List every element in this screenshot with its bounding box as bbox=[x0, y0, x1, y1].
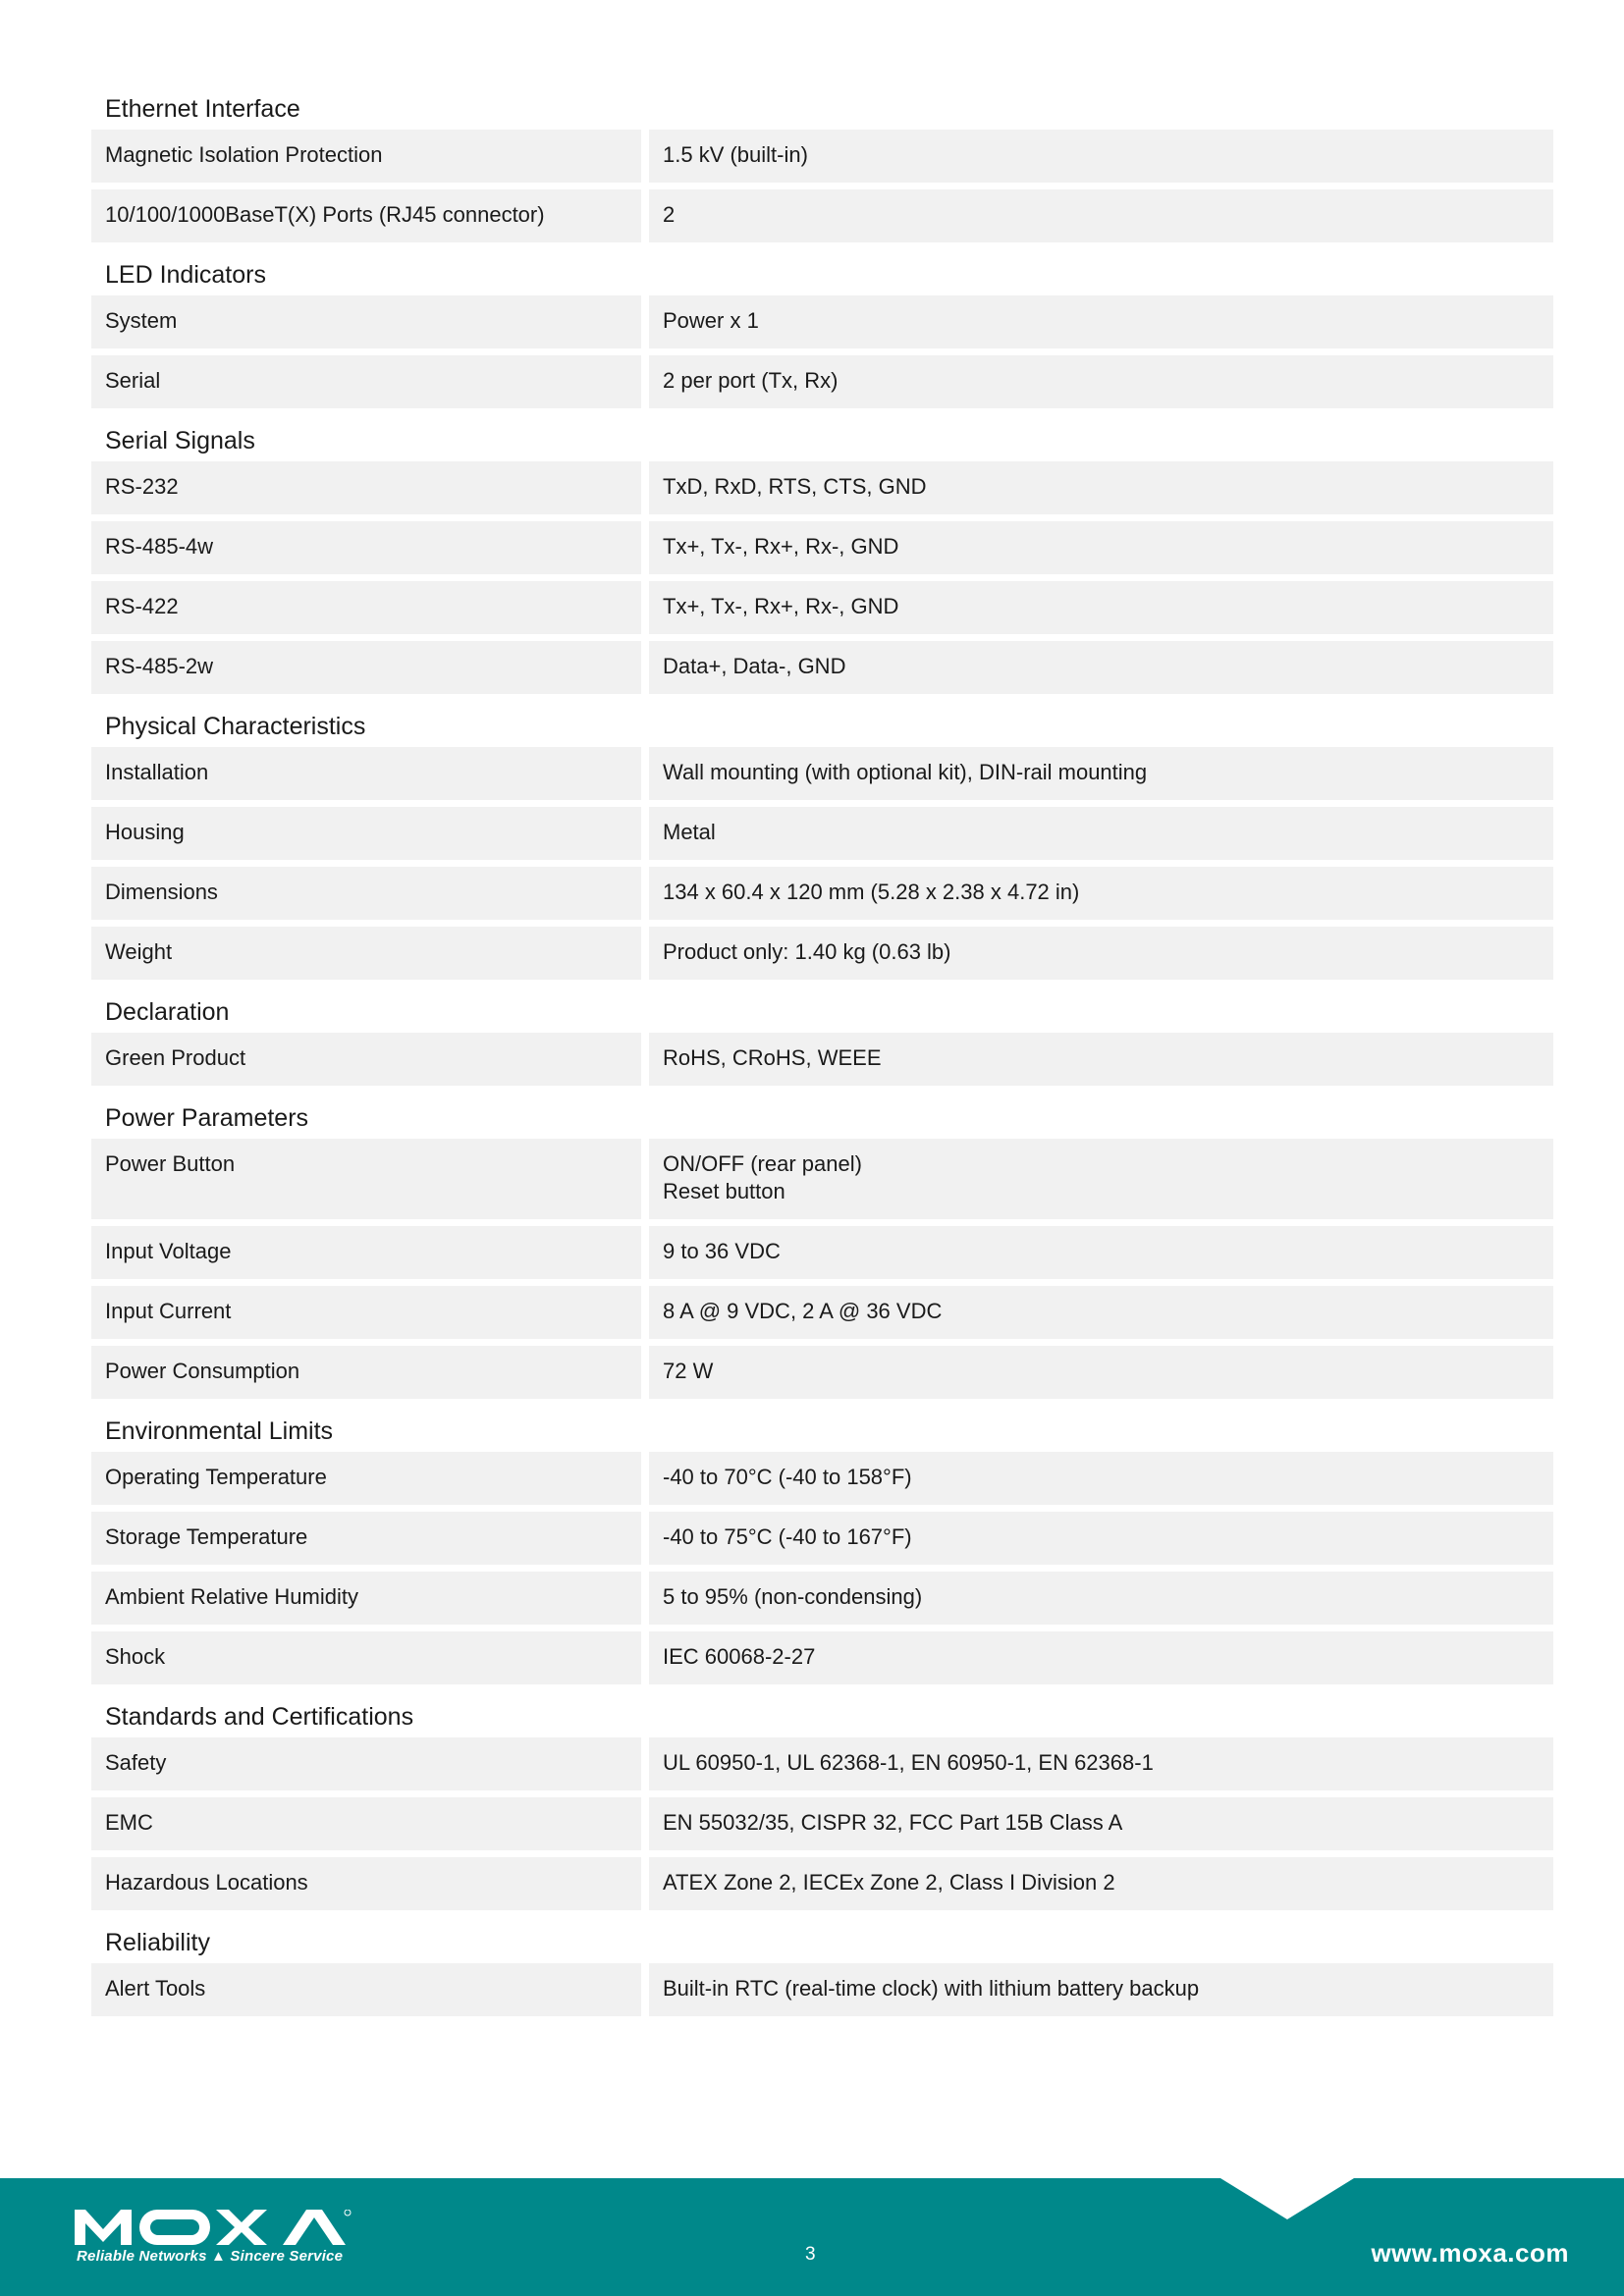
spec-label: RS-485-4w bbox=[91, 521, 641, 574]
spec-label: Dimensions bbox=[91, 867, 641, 920]
spec-label: Housing bbox=[91, 807, 641, 860]
spec-row bbox=[91, 521, 1553, 574]
tagline: Reliable Networks ▲ Sincere Service bbox=[77, 2248, 344, 2265]
spec-row bbox=[91, 1572, 1553, 1625]
spec-value: TxD, RxD, RTS, CTS, GND bbox=[649, 461, 1553, 514]
spec-label: RS-485-2w bbox=[91, 641, 641, 694]
spec-row bbox=[91, 927, 1553, 980]
spec-value: Wall mounting (with optional kit), DIN-rail mounting bbox=[649, 747, 1553, 800]
spec-value: Tx+, Tx-, Rx+, Rx-, GND bbox=[649, 521, 1553, 574]
spec-value: 2 per port (Tx, Rx) bbox=[649, 355, 1553, 408]
spec-row bbox=[91, 461, 1553, 514]
spec-label: Input Voltage bbox=[91, 1226, 641, 1279]
spec-value: 8 A @ 9 VDC, 2 A @ 36 VDC bbox=[649, 1286, 1553, 1339]
spec-row bbox=[91, 1139, 1553, 1219]
spec-row bbox=[91, 867, 1553, 920]
spec-label: Safety bbox=[91, 1737, 641, 1790]
section-title: Declaration bbox=[105, 998, 230, 1026]
spec-value: EN 55032/35, CISPR 32, FCC Part 15B Class A bbox=[649, 1797, 1553, 1850]
spec-row bbox=[91, 747, 1553, 800]
spec-value: UL 60950-1, UL 62368-1, EN 60950-1, EN 62368-1 bbox=[649, 1737, 1553, 1790]
spec-row bbox=[91, 130, 1553, 183]
spec-row bbox=[91, 581, 1553, 634]
spec-label: Storage Temperature bbox=[91, 1512, 641, 1565]
section-title: Power Parameters bbox=[105, 1104, 309, 1132]
spec-row bbox=[91, 1631, 1553, 1684]
section-title: Physical Characteristics bbox=[105, 713, 366, 740]
spec-value: Data+, Data-, GND bbox=[649, 641, 1553, 694]
spec-row bbox=[91, 1226, 1553, 1279]
footer-notch bbox=[1220, 2178, 1354, 2221]
spec-label: Magnetic Isolation Protection bbox=[91, 130, 641, 183]
spec-value: 2 bbox=[649, 189, 1553, 242]
spec-label: Operating Temperature bbox=[91, 1452, 641, 1505]
website-link[interactable]: www.moxa.com bbox=[1371, 2238, 1569, 2268]
spec-row bbox=[91, 1857, 1553, 1910]
spec-label: Ambient Relative Humidity bbox=[91, 1572, 641, 1625]
spec-value: ON/OFF (rear panel) Reset button bbox=[649, 1139, 1553, 1219]
spec-label: Green Product bbox=[91, 1033, 641, 1086]
spec-label: Serial bbox=[91, 355, 641, 408]
spec-row bbox=[91, 1512, 1553, 1565]
spec-row bbox=[91, 189, 1553, 242]
section-title: LED Indicators bbox=[105, 261, 266, 289]
spec-label: EMC bbox=[91, 1797, 641, 1850]
spec-label: 10/100/1000BaseT(X) Ports (RJ45 connector) bbox=[91, 189, 641, 242]
spec-label: Input Current bbox=[91, 1286, 641, 1339]
spec-value: RoHS, CRoHS, WEEE bbox=[649, 1033, 1553, 1086]
spec-label: Shock bbox=[91, 1631, 641, 1684]
moxa-logo bbox=[75, 2210, 352, 2245]
spec-row bbox=[91, 641, 1553, 694]
spec-value: 5 to 95% (non-condensing) bbox=[649, 1572, 1553, 1625]
spec-label: Installation bbox=[91, 747, 641, 800]
page-number: 3 bbox=[805, 2244, 816, 2265]
spec-label: Power Consumption bbox=[91, 1346, 641, 1399]
spec-row bbox=[91, 1452, 1553, 1505]
section-title: Ethernet Interface bbox=[105, 95, 300, 123]
spec-value: Built-in RTC (real-time clock) with lithium battery backup bbox=[649, 1963, 1553, 2016]
spec-row bbox=[91, 1286, 1553, 1339]
spec-value: Product only: 1.40 kg (0.63 lb) bbox=[649, 927, 1553, 980]
spec-value: 1.5 kV (built-in) bbox=[649, 130, 1553, 183]
section-title: Serial Signals bbox=[105, 427, 255, 454]
spec-value: 72 W bbox=[649, 1346, 1553, 1399]
section-title: Standards and Certifications bbox=[105, 1703, 414, 1731]
spec-label: Hazardous Locations bbox=[91, 1857, 641, 1910]
spec-value: IEC 60068-2-27 bbox=[649, 1631, 1553, 1684]
spec-value: 134 x 60.4 x 120 mm (5.28 x 2.38 x 4.72 in) bbox=[649, 867, 1553, 920]
spec-value: -40 to 75°C (-40 to 167°F) bbox=[649, 1512, 1553, 1565]
spec-row bbox=[91, 1797, 1553, 1850]
spec-label: Weight bbox=[91, 927, 641, 980]
spec-value: Metal bbox=[649, 807, 1553, 860]
spec-value: ATEX Zone 2, IECEx Zone 2, Class I Division 2 bbox=[649, 1857, 1553, 1910]
spec-value: Tx+, Tx-, Rx+, Rx-, GND bbox=[649, 581, 1553, 634]
spec-value: -40 to 70°C (-40 to 158°F) bbox=[649, 1452, 1553, 1505]
spec-row bbox=[91, 1033, 1553, 1086]
spec-table bbox=[91, 88, 1553, 2023]
spec-row bbox=[91, 1963, 1553, 2016]
spec-label: RS-232 bbox=[91, 461, 641, 514]
spec-label: RS-422 bbox=[91, 581, 641, 634]
spec-label: Alert Tools bbox=[91, 1963, 641, 2016]
spec-row bbox=[91, 1737, 1553, 1790]
spec-row bbox=[91, 1346, 1553, 1399]
section-title: Reliability bbox=[105, 1929, 210, 1956]
spec-value: 9 to 36 VDC bbox=[649, 1226, 1553, 1279]
spec-value: Power x 1 bbox=[649, 295, 1553, 348]
spec-row bbox=[91, 295, 1553, 348]
spec-label: System bbox=[91, 295, 641, 348]
spec-label: Power Button bbox=[91, 1139, 641, 1219]
section-title: Environmental Limits bbox=[105, 1417, 334, 1445]
spec-row bbox=[91, 355, 1553, 408]
spec-row bbox=[91, 807, 1553, 860]
